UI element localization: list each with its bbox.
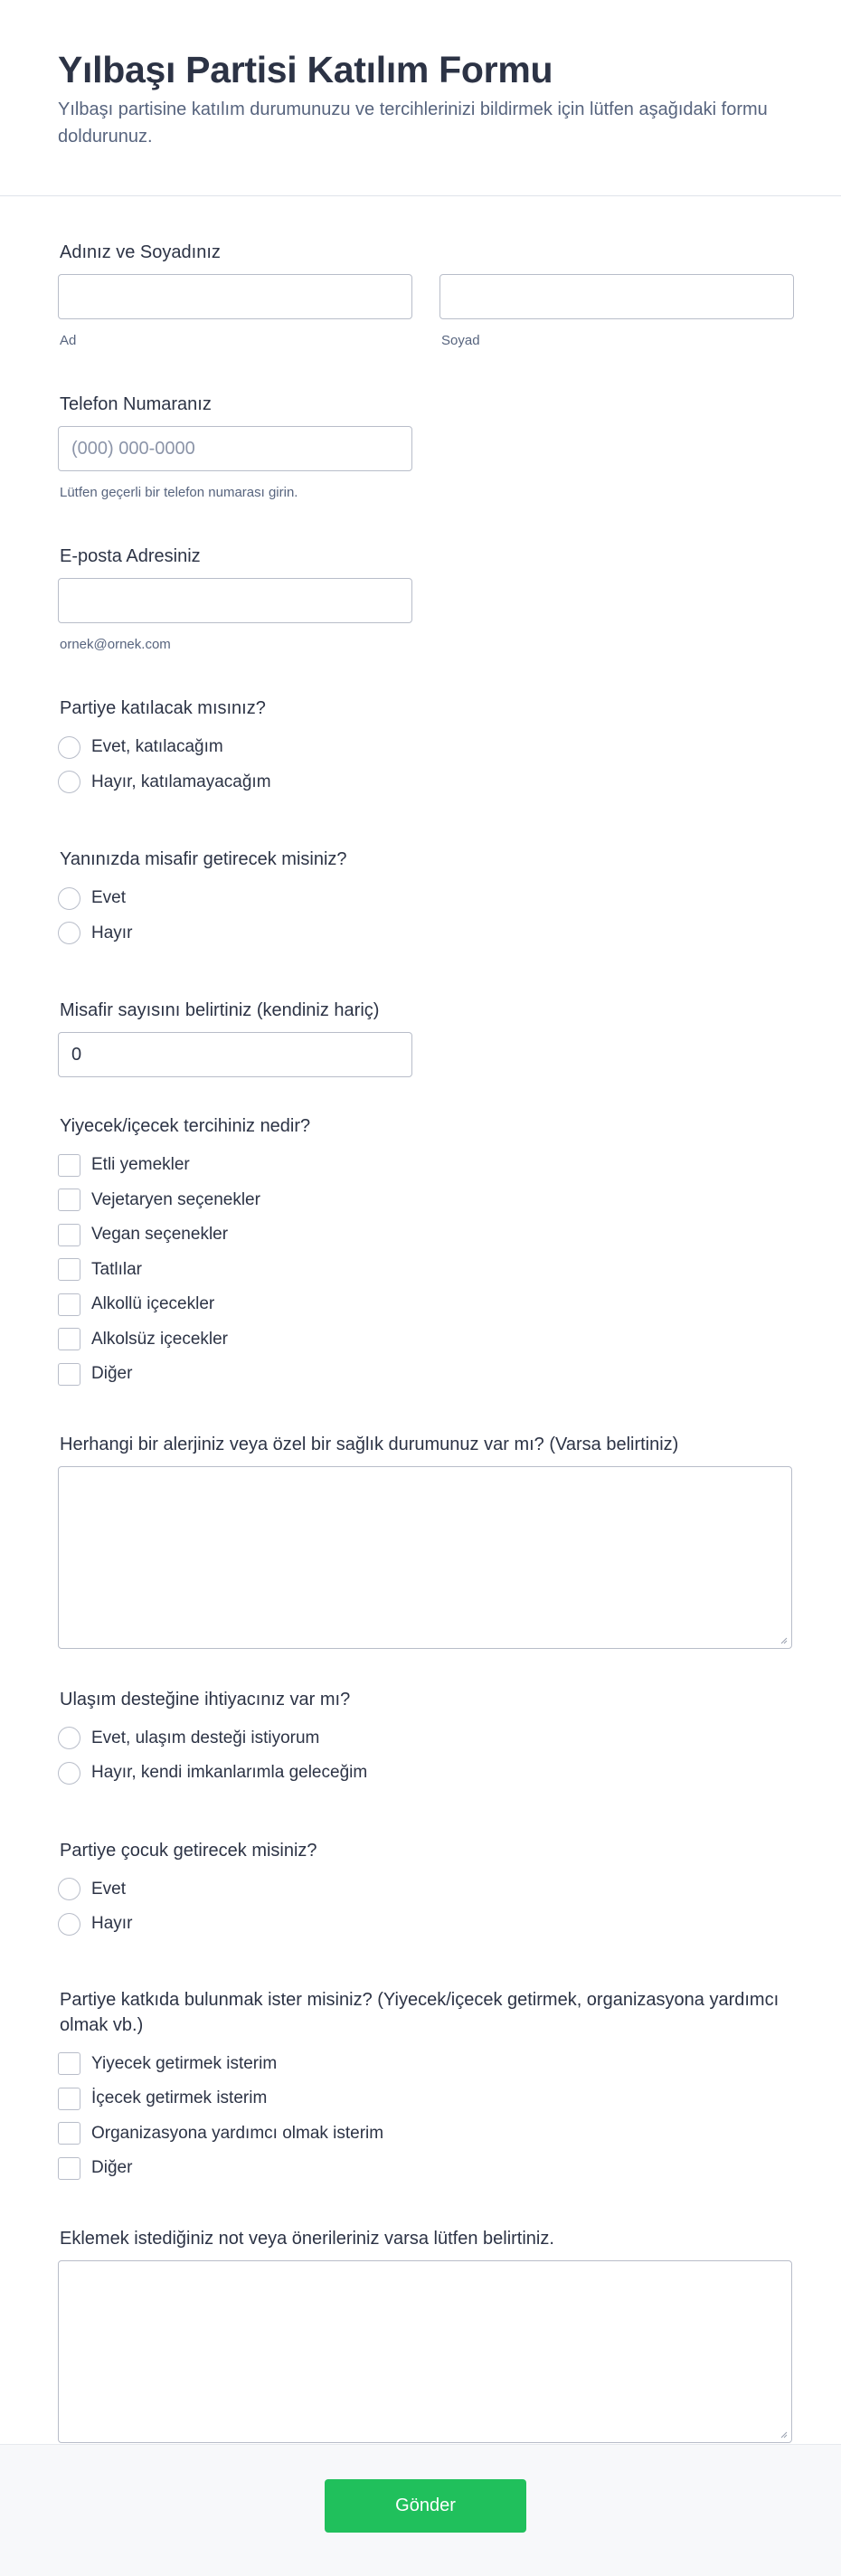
option-label: Evet, katılacağım — [91, 737, 223, 757]
form-header — [0, 0, 841, 196]
resize-handle-icon[interactable] — [779, 1635, 788, 1644]
form-footer — [0, 2444, 841, 2576]
option-label: Vejetaryen seçenekler — [91, 1189, 260, 1209]
contribute-option[interactable] — [58, 2151, 790, 2186]
attend-option-no[interactable] — [58, 765, 790, 800]
food-label: Yiyecek/içecek tercihiniz nedir? — [60, 1116, 311, 1136]
option-label: Vegan seçenekler — [91, 1225, 229, 1245]
name-field — [58, 196, 790, 348]
resize-handle-icon[interactable] — [779, 2429, 788, 2439]
transport-option-no[interactable] — [58, 1756, 790, 1791]
notes-label: Eklemek istediğiniz not veya önerileriniz varsa lütfen belirtiniz. — [60, 2228, 554, 2249]
option-label: Tatlılar — [91, 1259, 142, 1279]
contribute-field — [58, 1942, 790, 2186]
guest-count-value: 0 — [71, 1044, 82, 1065]
phone-input[interactable] — [58, 426, 412, 471]
attend-field — [58, 652, 790, 800]
submit-button[interactable]: Gönder — [325, 2479, 526, 2533]
radio-icon[interactable] — [58, 1878, 80, 1900]
checkbox-icon[interactable] — [58, 1154, 80, 1177]
food-option[interactable] — [58, 1148, 790, 1183]
email-field — [58, 500, 790, 652]
food-option[interactable] — [58, 1357, 790, 1392]
radio-icon[interactable] — [58, 1913, 80, 1936]
radio-icon[interactable] — [58, 887, 80, 910]
name-label: Adınız ve Soyadınız — [60, 242, 221, 262]
option-label: Evet — [91, 1879, 127, 1899]
checkbox-icon[interactable] — [58, 2157, 80, 2180]
attend-label: Partiye katılacak mısınız? — [60, 698, 266, 718]
attend-option-yes[interactable] — [58, 730, 790, 765]
contribute-option[interactable] — [58, 2117, 790, 2152]
food-option[interactable] — [58, 1253, 790, 1288]
last-name-input[interactable] — [439, 274, 794, 319]
allergy-textarea[interactable] — [58, 1466, 792, 1649]
notes-textarea[interactable] — [58, 2260, 792, 2443]
option-label: İçecek getirmek isterim — [91, 2088, 268, 2108]
radio-icon[interactable] — [58, 736, 80, 759]
transport-field — [58, 1649, 790, 1791]
option-label: Alkollü içecekler — [91, 1294, 215, 1314]
email-input[interactable] — [58, 578, 412, 623]
food-option[interactable] — [58, 1217, 790, 1253]
form-body — [0, 196, 841, 2443]
phone-label: Telefon Numaranız — [60, 394, 212, 414]
option-label: Alkolsüz içecekler — [91, 1329, 228, 1349]
form-description: Yılbaşı partisine katılım durumunuzu ve tercihlerinizi bildirmek için lütfen aşağıdaki formu doldurunuz. — [58, 99, 768, 147]
option-label: Hayır — [91, 923, 133, 942]
checkbox-icon[interactable] — [58, 1189, 80, 1211]
checkbox-icon[interactable] — [58, 2122, 80, 2145]
option-label: Evet — [91, 888, 127, 908]
checkbox-icon[interactable] — [58, 1328, 80, 1350]
checkbox-icon[interactable] — [58, 1258, 80, 1281]
allergy-field — [58, 1392, 790, 1649]
contribute-option[interactable] — [58, 2081, 790, 2117]
guest-count-field — [58, 951, 790, 1077]
food-option[interactable] — [58, 1183, 790, 1218]
option-label: Hayır, kendi imkanlarımla geleceğim — [91, 1763, 368, 1783]
guest-count-input[interactable] — [58, 1032, 412, 1077]
option-label: Etli yemekler — [91, 1155, 190, 1175]
radio-icon[interactable] — [58, 1762, 80, 1785]
email-sublabel: ornek@ornek.com — [60, 637, 171, 652]
checkbox-icon[interactable] — [58, 1363, 80, 1386]
guest-count-label: Misafir sayısını belirtiniz (kendiniz hariç) — [60, 1000, 380, 1020]
option-label: Organizasyona yardımcı olmak isterim — [91, 2123, 384, 2143]
children-option-no[interactable] — [58, 1907, 790, 1942]
option-label: Diğer — [91, 1364, 133, 1384]
option-label: Diğer — [91, 2158, 133, 2178]
option-label: Hayır — [91, 1914, 133, 1934]
first-name-input[interactable] — [58, 274, 412, 319]
children-option-yes[interactable] — [58, 1872, 790, 1908]
guest-label: Yanınızda misafir getirecek misiniz? — [60, 849, 347, 869]
radio-icon[interactable] — [58, 1727, 80, 1749]
guest-option-no[interactable] — [58, 916, 790, 952]
phone-placeholder: (000) 000-0000 — [71, 438, 195, 459]
guest-field — [58, 800, 790, 951]
form-title: Yılbaşı Partisi Katılım Formu — [58, 49, 553, 90]
transport-option-yes[interactable] — [58, 1721, 790, 1757]
checkbox-icon[interactable] — [58, 1293, 80, 1316]
option-label: Evet, ulaşım desteği istiyorum — [91, 1728, 320, 1747]
food-option[interactable] — [58, 1322, 790, 1358]
children-field — [58, 1791, 790, 1942]
phone-field — [58, 348, 790, 500]
last-name-sublabel: Soyad — [441, 333, 480, 348]
notes-field — [58, 2186, 790, 2443]
checkbox-icon[interactable] — [58, 2088, 80, 2110]
radio-icon[interactable] — [58, 922, 80, 944]
checkbox-icon[interactable] — [58, 2052, 80, 2075]
radio-icon[interactable] — [58, 771, 80, 793]
allergy-label: Herhangi bir alerjiniz veya özel bir sağlık durumunuz var mı? (Varsa belirtiniz) — [60, 1434, 679, 1454]
option-label: Hayır, katılamayacağım — [91, 772, 271, 791]
transport-label: Ulaşım desteğine ihtiyacınız var mı? — [60, 1689, 351, 1709]
option-label: Yiyecek getirmek isterim — [91, 2053, 278, 2073]
first-name-sublabel: Ad — [60, 333, 77, 348]
food-option[interactable] — [58, 1287, 790, 1322]
contribute-option[interactable] — [58, 2047, 790, 2082]
contribute-label: Partiye katkıda bulunmak ister misiniz? (Yiyecek/içecek getirmek, organizasyona yardımcı olmak vb.) — [60, 1989, 780, 2035]
guest-option-yes[interactable] — [58, 881, 790, 916]
email-label: E-posta Adresiniz — [60, 546, 201, 566]
checkbox-icon[interactable] — [58, 1224, 80, 1246]
food-field — [58, 1077, 790, 1392]
children-label: Partiye çocuk getirecek misiniz? — [60, 1840, 317, 1861]
phone-sublabel: Lütfen geçerli bir telefon numarası girin. — [60, 485, 298, 500]
